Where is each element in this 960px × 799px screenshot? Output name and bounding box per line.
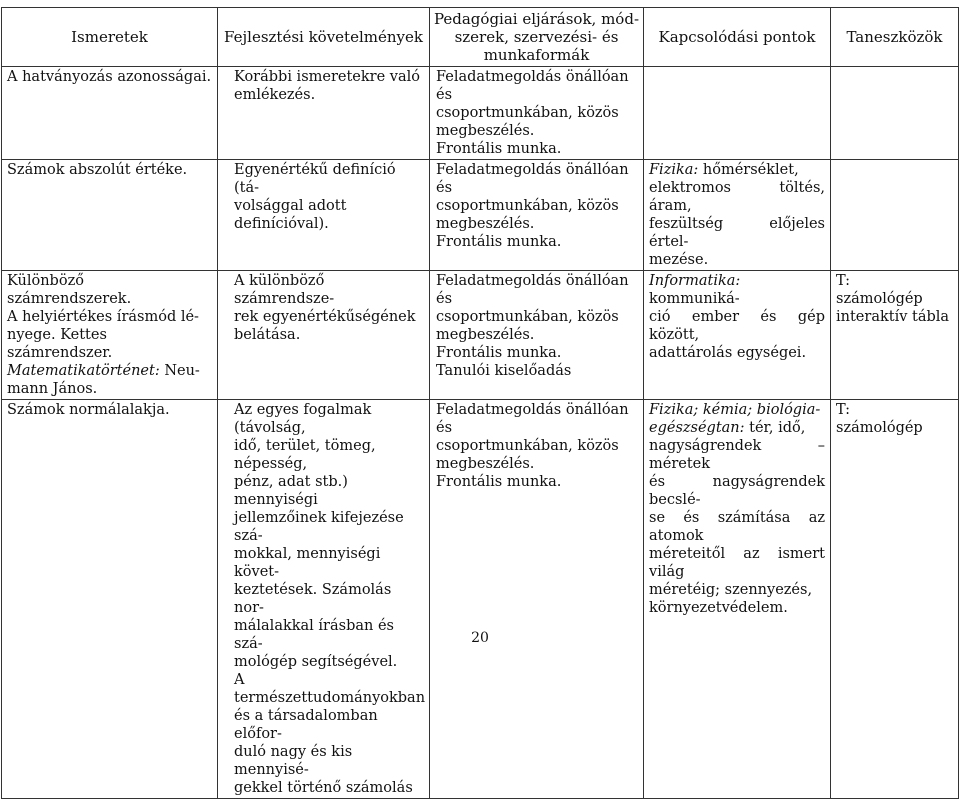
- cell-line: belátása.: [234, 327, 301, 343]
- cell-line: [649, 308, 825, 344]
- cell-text: ció ember és gép között,: [649, 309, 825, 343]
- cell-line: és a társadalomban előfor-: [234, 708, 378, 742]
- cell-taneszkozok: [831, 400, 959, 799]
- cell-line: mann János.: [7, 381, 98, 397]
- cell-line: A különböző számrendsze-: [234, 273, 335, 307]
- cell-line: megbeszélés.: [436, 123, 535, 139]
- cell-line: mokkal, mennyiségi követ-: [234, 546, 381, 580]
- table-row: [2, 271, 959, 400]
- cell-line: A hatványozás azonosságai.: [7, 69, 212, 85]
- cell-pedagogiai: [430, 67, 644, 160]
- header-fejlesztesi: Fejlesztési követelmények: [218, 8, 430, 67]
- cell-line: A természettudományokban: [234, 672, 426, 706]
- cell-line: interaktív tábla: [836, 309, 950, 325]
- cell-line: Számok normálalakja.: [7, 402, 170, 418]
- table-row: [2, 400, 959, 799]
- cell-kapcsolodasi: [644, 160, 831, 271]
- cell-line: [649, 419, 825, 437]
- cell-line: [649, 251, 825, 269]
- cell-line: idő, terület, tömeg, népesség,: [234, 438, 376, 472]
- table-row: [2, 160, 959, 271]
- cell-kapcsolodasi: [644, 67, 831, 160]
- header-row: [2, 8, 959, 67]
- table-row: [2, 67, 959, 160]
- cell-line: Tanulói kiselőadás: [436, 363, 572, 379]
- cell-ismeretek: [2, 400, 218, 799]
- cell-line: Feladatmegoldás önállóan és: [436, 273, 629, 307]
- cell-line: pénz, adat stb.) mennyiségi: [234, 474, 348, 508]
- cell-text: környezetvédelem.: [649, 600, 788, 616]
- cell-fejlesztesi: [218, 400, 430, 799]
- cell-text: kommuniká-: [649, 291, 740, 307]
- cell-line: [649, 509, 825, 545]
- cell-text: méretéig; szennyezés,: [649, 582, 813, 598]
- cell-line: gekkel történő számolás: [234, 780, 413, 796]
- cell-line: [649, 437, 825, 473]
- cell-pedagogiai: [430, 400, 644, 799]
- cell-line: mológép segítségével.: [234, 654, 398, 670]
- cell-line: [649, 581, 825, 599]
- cell-line: nyege. Kettes számrendszer.: [7, 327, 113, 361]
- cell-line: Feladatmegoldás önállóan és: [436, 69, 629, 103]
- cell-line: T:: [836, 402, 851, 418]
- cell-line: Korábbi ismeretekre való: [234, 69, 421, 85]
- cell-line: [649, 215, 825, 251]
- cell-text: elektromos töltés, áram,: [649, 180, 825, 214]
- cell-line: keztetések. Számolás nor-: [234, 582, 392, 616]
- cell-kapcsolodasi: [644, 400, 831, 799]
- cell-ismeretek: [2, 160, 218, 271]
- cell-line: Az egyes fogalmak (távolság,: [234, 402, 372, 436]
- subject-label: Informatika:: [649, 273, 741, 289]
- cell-line: volsággal adott definícióval).: [234, 198, 347, 232]
- cell-line: [649, 161, 825, 179]
- cell-pedagogiai: [430, 271, 644, 400]
- cell-line: [649, 545, 825, 581]
- cell-line: A helyiértékes írásmód lé-: [7, 309, 199, 325]
- cell-line: T:: [836, 273, 851, 289]
- curriculum-table: [1, 7, 959, 799]
- cell-line: csoportmunkában, közös: [436, 309, 619, 325]
- cell-line: Frontális munka.: [436, 474, 562, 490]
- cell-line: Egyenértékű definíció (tá-: [234, 162, 396, 196]
- cell-line: csoportmunkában, közös: [436, 438, 619, 454]
- cell-line: Számok abszolút értéke.: [7, 162, 188, 178]
- cell-fejlesztesi: [218, 67, 430, 160]
- cell-pedagogiai: [430, 160, 644, 271]
- cell-fejlesztesi: [218, 271, 430, 400]
- cell-ismeretek: [2, 67, 218, 160]
- cell-line: Frontális munka.: [436, 234, 562, 250]
- cell-line: emlékezés.: [234, 87, 316, 103]
- cell-kapcsolodasi: [644, 271, 831, 400]
- subject-label: Fizika; kémia; biológia-: [649, 402, 821, 418]
- cell-line: számológép: [836, 420, 923, 436]
- cell-line: [649, 599, 825, 617]
- cell-text: mezése.: [649, 252, 709, 268]
- cell-line: [7, 362, 212, 380]
- cell-line: Különböző számrendszerek.: [7, 273, 132, 307]
- cell-text: hőmérséklet,: [698, 162, 799, 178]
- cell-line: megbeszélés.: [436, 456, 535, 472]
- cell-taneszkozok: [831, 160, 959, 271]
- cell-line: megbeszélés.: [436, 327, 535, 343]
- subject-label: Matematikatörténet:: [7, 363, 160, 379]
- subject-label: Fizika:: [649, 162, 699, 178]
- cell-ismeretek: [2, 271, 218, 400]
- subject-label: egészségtan:: [649, 420, 745, 436]
- cell-text: adattárolás egységei.: [649, 345, 807, 361]
- header-taneszkozok: Taneszközök: [831, 8, 959, 67]
- cell-line: Feladatmegoldás önállóan és: [436, 402, 629, 436]
- cell-line: Frontális munka.: [436, 345, 562, 361]
- cell-line: csoportmunkában, közös: [436, 105, 619, 121]
- cell-text: Neu-: [159, 363, 200, 379]
- cell-line: duló nagy és kis mennyisé-: [234, 744, 353, 778]
- header-ismeretek: Ismeretek: [2, 8, 218, 67]
- cell-fejlesztesi: [218, 160, 430, 271]
- header-kapcsolodasi: Kapcsolódási pontok: [644, 8, 831, 67]
- cell-taneszkozok: [831, 271, 959, 400]
- cell-text: se és számítása az atomok: [649, 510, 825, 544]
- cell-line: Feladatmegoldás önállóan és: [436, 162, 629, 196]
- cell-line: [649, 473, 825, 509]
- cell-line: [649, 344, 825, 362]
- page-number: 20: [471, 630, 489, 646]
- cell-text: és nagyságrendek becslé-: [649, 474, 825, 508]
- cell-line: [649, 401, 825, 419]
- cell-line: jellemzőinek kifejezése szá-: [234, 510, 404, 544]
- cell-line: megbeszélés.: [436, 216, 535, 232]
- cell-line: [649, 272, 825, 308]
- header-pedagogiai: Pedagógiai eljárások, mód- szerek, szervezési- és munkaformák: [430, 8, 644, 67]
- cell-line: számológép: [836, 291, 923, 307]
- cell-line: málalakkal írásban és szá-: [234, 618, 394, 652]
- cell-line: Frontális munka.: [436, 141, 562, 157]
- cell-line: [649, 179, 825, 215]
- cell-line: rek egyenértékűségének: [234, 309, 416, 325]
- cell-text: méreteitől az ismert világ: [649, 546, 825, 580]
- cell-taneszkozok: [831, 67, 959, 160]
- cell-line: csoportmunkában, közös: [436, 198, 619, 214]
- cell-text: nagyságrendek – méretek: [649, 438, 825, 472]
- cell-text: tér, idő,: [744, 420, 806, 436]
- cell-text: feszültség előjeles értel-: [649, 216, 825, 250]
